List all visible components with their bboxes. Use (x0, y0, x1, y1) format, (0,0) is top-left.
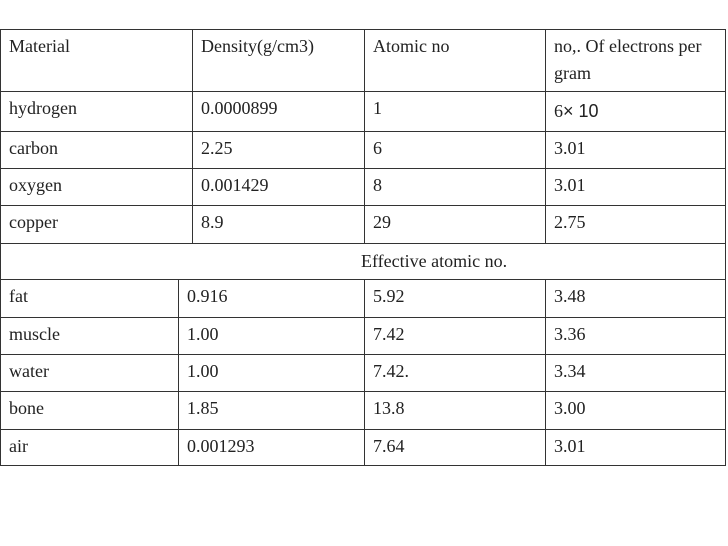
cell-effective-atomic-no: 5.92 (364, 280, 545, 317)
table-row (0, 354, 726, 391)
cell-atomic-no: 1 (364, 92, 545, 131)
cell-material: fat (0, 280, 178, 317)
effective-atomic-no-label: Effective atomic no. (361, 251, 508, 271)
table-row (0, 91, 726, 131)
cell-density: 0.0000899 (192, 92, 364, 131)
cell-density: 2.25 (192, 132, 364, 168)
electron-density-table (0, 29, 726, 466)
cell-density: 0.916 (178, 280, 364, 317)
cell-material: copper (0, 206, 192, 243)
cell-atomic-no: 6 (364, 132, 545, 168)
table-row (0, 279, 726, 317)
cell-effective-atomic-no: 7.64 (364, 430, 545, 465)
cell-material: hydrogen (0, 92, 192, 131)
cell-density: 0.001293 (178, 430, 364, 465)
header-material: Material (0, 30, 192, 91)
cell-electrons-per-gram: 3.01 (545, 169, 726, 205)
cell-density: 1.00 (178, 355, 364, 391)
cell-electrons-per-gram: 3.48 (545, 280, 726, 317)
cell-electrons-per-gram (545, 92, 726, 131)
cell-electrons-per-gram: 3.01 (545, 132, 726, 168)
cell-electrons-per-gram: 3.01 (545, 430, 726, 465)
separator-row (0, 243, 726, 279)
cell-electrons-per-gram: 3.00 (545, 392, 726, 429)
cell-electrons-per-gram: 3.36 (545, 318, 726, 354)
cell-effective-atomic-no: 13.8 (364, 392, 545, 429)
cell-effective-atomic-no: 7.42 (364, 318, 545, 354)
separator-cell (0, 244, 726, 279)
header-row (0, 29, 726, 91)
cell-density: 8.9 (192, 206, 364, 243)
cell-effective-atomic-no: 7.42. (364, 355, 545, 391)
header-electrons-per-gram: no,. Of electrons per gram (545, 30, 726, 91)
cell-material: oxygen (0, 169, 192, 205)
cell-density: 0.001429 (192, 169, 364, 205)
table-row (0, 131, 726, 168)
cell-atomic-no: 29 (364, 206, 545, 243)
table-row (0, 317, 726, 354)
cell-density: 1.00 (178, 318, 364, 354)
header-density: Density(g/cm3) (192, 30, 364, 91)
table-row (0, 168, 726, 205)
cell-material: air (0, 430, 178, 465)
electrons-exponent-base: × 10 (563, 101, 599, 121)
table-row (0, 429, 726, 466)
cell-material: muscle (0, 318, 178, 354)
header-atomic-no: Atomic no (364, 30, 545, 91)
cell-material: water (0, 355, 178, 391)
cell-electrons-per-gram: 3.34 (545, 355, 726, 391)
electrons-mantissa: 6 (554, 101, 563, 121)
table-row (0, 391, 726, 429)
cell-electrons-per-gram: 2.75 (545, 206, 726, 243)
cell-density: 1.85 (178, 392, 364, 429)
cell-material: bone (0, 392, 178, 429)
cell-atomic-no: 8 (364, 169, 545, 205)
table-row (0, 205, 726, 243)
cell-material: carbon (0, 132, 192, 168)
